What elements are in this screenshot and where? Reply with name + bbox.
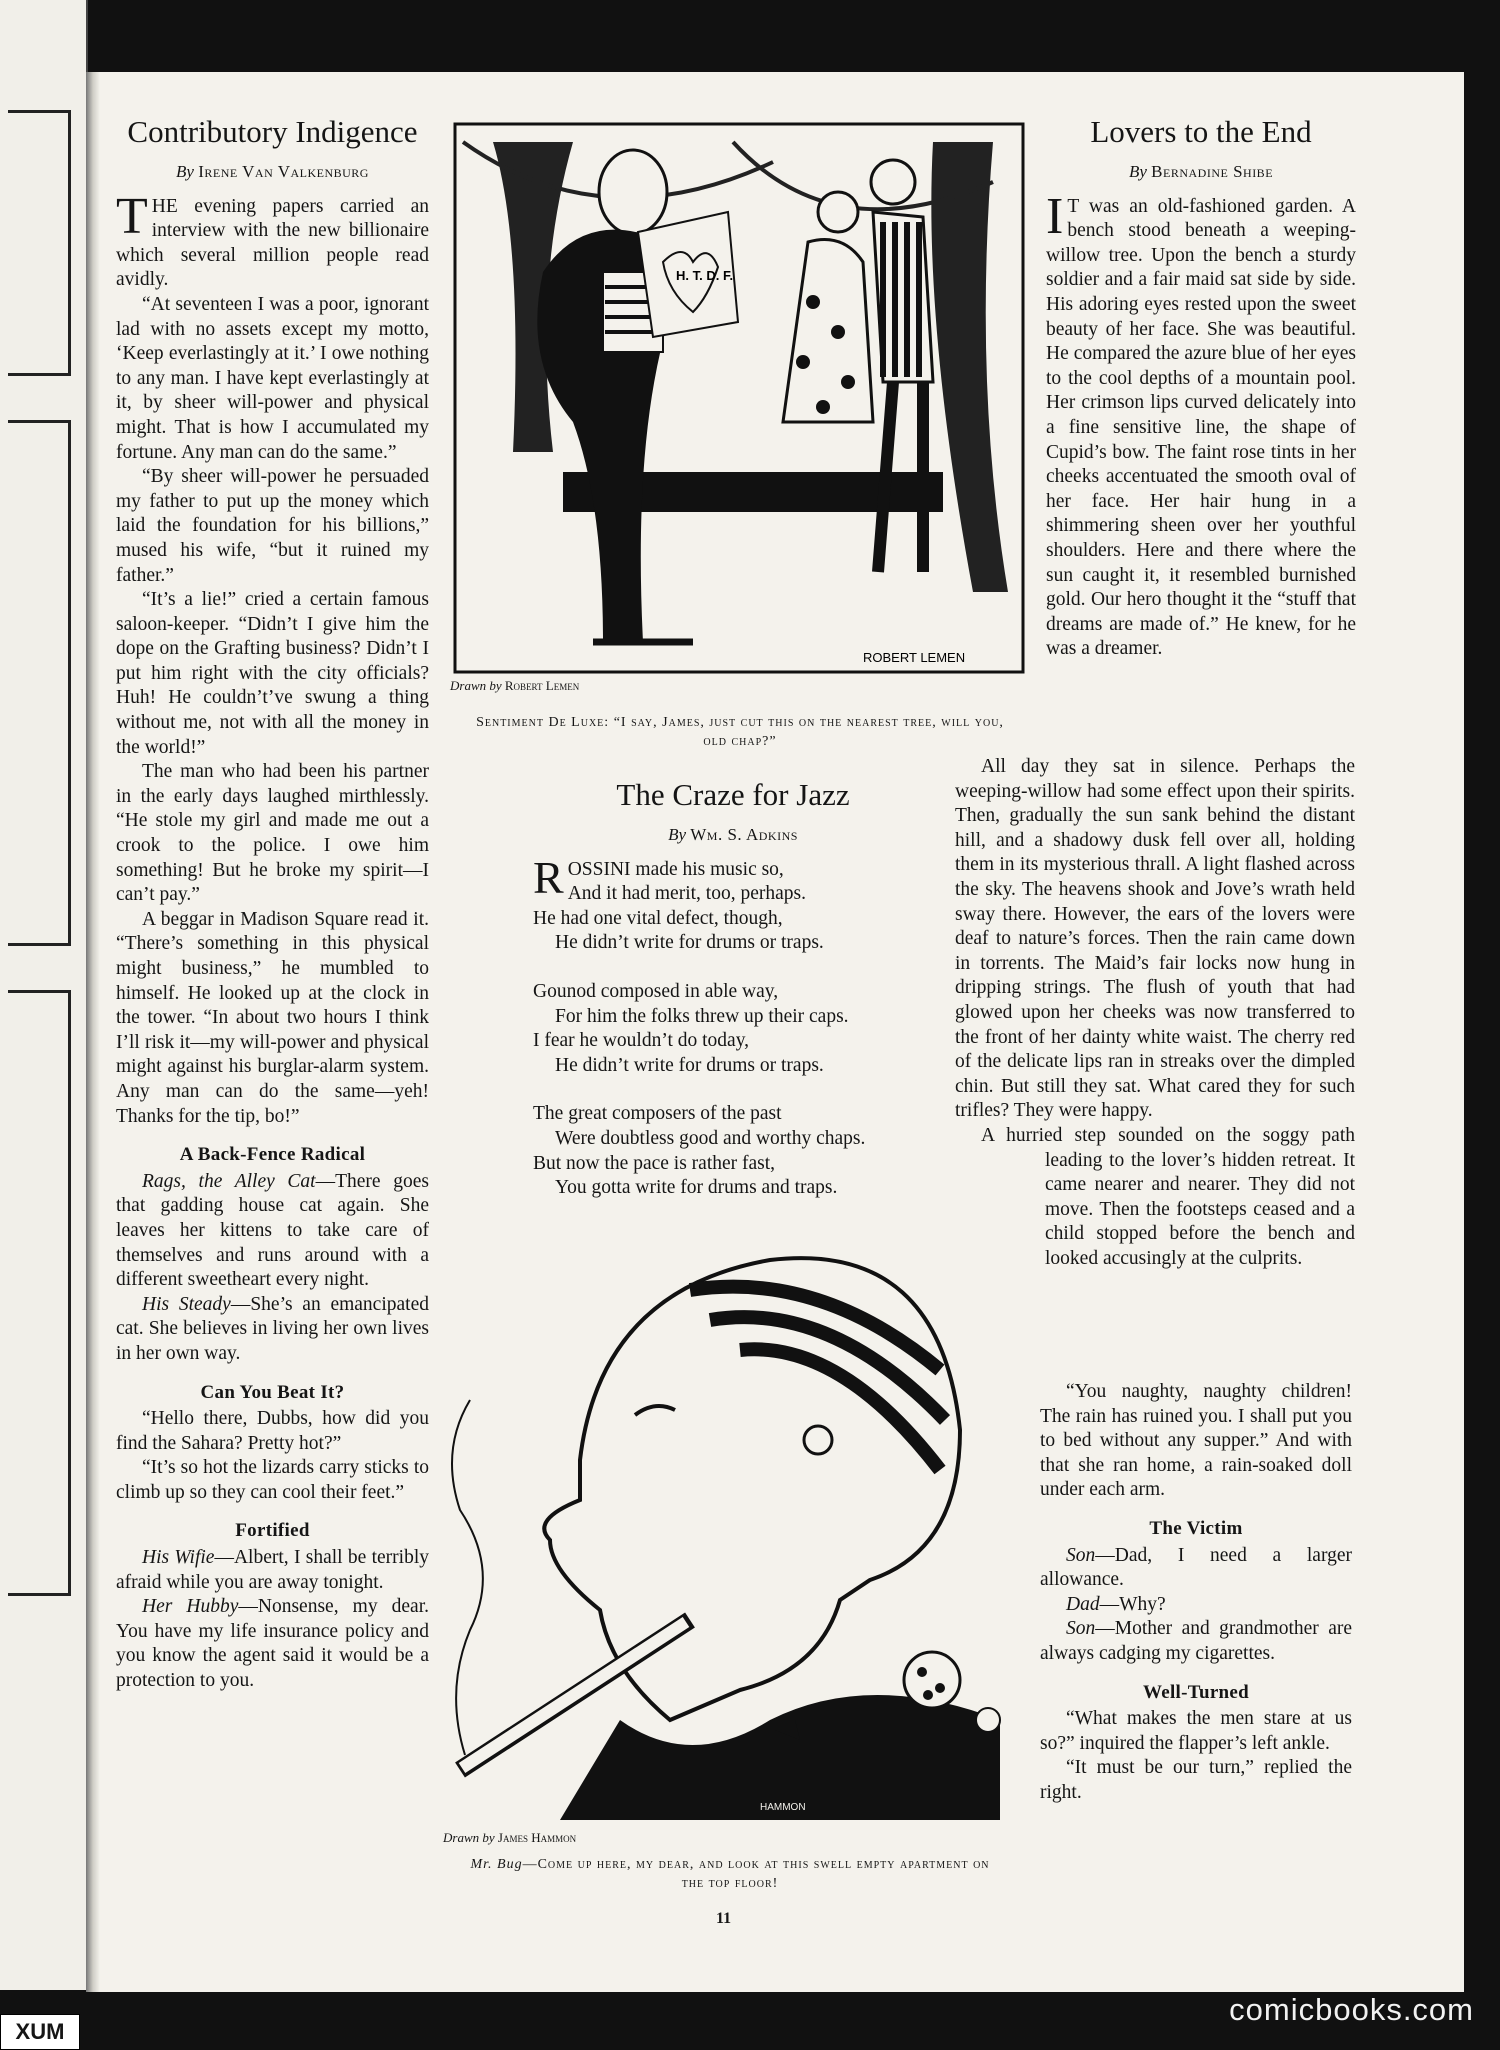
butler-head xyxy=(599,150,667,234)
dialogue-line: His Wifie—Albert, I shall be terribly afraid while you are away tonight. xyxy=(116,1547,429,1593)
adjacent-panel-frame xyxy=(8,420,71,946)
article-byline: By Irene Van Valkenburg xyxy=(176,162,369,181)
article-title: Contributory Indigence xyxy=(127,114,418,149)
suitor-head xyxy=(871,160,915,204)
right-column-wide xyxy=(955,755,1355,1271)
poem-title: The Craze for Jazz xyxy=(616,777,850,812)
poem-byline: By Wm. S. Adkins xyxy=(668,825,798,844)
article-paragraph: I T was an old-fashioned garden. A bench stood beneath a weeping-willow tree. Upon the bench a sturdy soldier and a fair maid sat side by side. His adoring eyes rested upon the sweet beauty of her face. She was beautiful. He compared the azure blue of her eyes to the cool depths of a mountain pool. Her crimson lips curved delicately into a fine sensitive line, the shape of Cupid’s bow. The faint rose tints in her cheeks accentuated the smooth oval of her face. Her hair hung in a shimmering sheen over her youthful shoulders. Here and there where the sun caught it, it resembled burnished gold. Our hero thought it the “stuff that dreams are made of.” He knew, for he was a dreamer. xyxy=(1046,187,1356,660)
article-paragraph: A hurried step sounded on the soggy path leading to the lover’s hidden retreat. It came nearer and nearer. They did not move. Then the footsteps ceased and a child stopped before the bench and looked accusingly at the culprits. xyxy=(981,1124,1355,1269)
article-paragraph: THE evening papers carried an interview with the new billionaire which several million people read avidly. xyxy=(116,187,429,291)
article-paragraph: “You naughty, naughty children! The rain has ruined you. I shall put you to bed without any supper.” And with that she ran home, a rain-soaked doll under each arm. xyxy=(1040,1381,1352,1501)
man-head xyxy=(544,1258,960,1720)
article-paragraph: “At seventeen I was a poor, ignorant lad with no assets except my motto, ‘Keep everlastingly at it.’ I owe nothing to any man. I have kept everlastingly at it, by sheer will-power and physical might. That is how I accumulated my fortune. Any man can do the same.” xyxy=(116,293,429,463)
left-column xyxy=(116,112,429,1694)
illustration-credit: Drawn by Robert Lemen xyxy=(450,678,580,693)
smoker-caricature-illustration xyxy=(440,1250,1020,1820)
joke-paragraph: “It must be our turn,” replied the right. xyxy=(1040,1757,1352,1803)
section-heading: Can You Beat It? xyxy=(200,1381,345,1403)
article-paragraph: All day they sat in silence. Perhaps the weeping-willow had some effect upon their spirits. Then, gradually the sun sank behind the distant hill, and a shadowy dusk fell over all, holding them in its mysterious thrall. A light flashed across the sky. The heavens shook and Jove’s wrath held sway there. However, the ears of the lovers were deaf to nature’s forces. Then the rain came down in torrents. The Maid’s fair locks now hung in dripping strings. The flush of youth that had glowed upon her cheeks was now transferred to the front of her dainty white waist. The cherry red of the delicate lips ran in streaks over the dimpled chin. But still they sat. What cared they for such trifles? They were happy. xyxy=(955,756,1355,1122)
corner-tag: XUM xyxy=(0,2014,80,2050)
lady-bug xyxy=(904,1652,960,1708)
article-title: Lovers to the End xyxy=(1090,114,1312,149)
article-paragraph: “By sheer will-power he persuaded my father to put up the money which laid the foundation for his billions,” mused his wife, “but it ruined my father.” xyxy=(116,466,429,586)
cartoon-caption: Mr. Bug—Come up here, my dear, and look at this swell empty apartment on the top floor! xyxy=(470,1857,990,1891)
section-heading: Well-Turned xyxy=(1142,1681,1250,1703)
dialogue-line: Son—Dad, I need a larger allowance. xyxy=(1040,1544,1352,1591)
jazz-poem-block xyxy=(533,775,933,1201)
watermark-logo: comicbooks.com xyxy=(1229,1992,1474,2027)
cartoon-caption: Sentiment De Luxe: “I say, James, just cut this on the nearest tree, will you, old chap?” xyxy=(476,715,1004,749)
dialogue-line: His Steady—She’s an emancipated cat. She believes in living her own lives in her own way. xyxy=(116,1293,429,1364)
dialogue-line: Son—Mother and grandmother are always cadging my cigarettes. xyxy=(1040,1618,1352,1664)
artist-signature: HAMMON xyxy=(760,1802,806,1813)
garden-cartoon-illustration xyxy=(453,122,1025,674)
adjacent-panel-frame xyxy=(8,110,71,376)
adjacent-panel-frame xyxy=(8,990,71,1596)
page-spine-shadow xyxy=(86,72,100,1992)
right-column-lower xyxy=(1040,1380,1352,1806)
dialogue-line: Dad—Why? xyxy=(1066,1593,1166,1615)
article-paragraph: “It’s a lie!” cried a certain famous saloon-keeper. “Didn’t I give him the dope on the Grafting business? Didn’t I put him right with the city officials? Huh! He couldn’t’ve swung a thing without me, not with all the money in the world!” xyxy=(116,589,429,758)
poem-stanza: ROSSINI made his music so, And it had merit, too, perhaps. He had one vital defect, though, He didn’t write for drums or traps. Gounod composed in able way, For him the folks threw up their caps. I fear he wouldn’t do today, He didn’t write for drums or traps. The great composers of the past Were doubtless good and worthy chaps. But now the pace is rather fast, You gotta write for drums and traps. xyxy=(533,851,866,1199)
artist-signature: ROBERT LEMEN xyxy=(863,650,966,665)
flapper-head xyxy=(818,192,858,232)
adjacent-page-strip xyxy=(0,0,88,1990)
dialogue-line: Her Hubby—Nonsense, my dear. You have my life insurance policy and you know the agent said it would be a protection to you. xyxy=(116,1596,429,1692)
smoke-curl xyxy=(452,1400,483,1755)
dialogue-line: Rags, the Alley Cat—There goes that gadding house cat again. She leaves her kittens to take care of themselves and runs around with a different sweetheart every night. xyxy=(116,1170,429,1291)
baby-bug xyxy=(976,1708,1000,1732)
article-paragraph: The man who had been his partner in the early days laughed mirthlessly. “He stole my girl and made me out a crook to the police. I owe him something! But he broke my spirit—I can’t pay.” xyxy=(116,761,429,906)
article-paragraph: A beggar in Madison Square read it. “There’s something in this physical might business,” he mumbled to himself. He looked up at the clock in the tower. “In about two hours I think I’ll risk it—my will-power and physical might against his burglar-alarm system. Any man can do the same—yeh! Thanks for the tip, bo!” xyxy=(116,908,429,1127)
page-number: 11 xyxy=(716,1910,732,1927)
section-heading: A Back-Fence Radical xyxy=(179,1144,366,1166)
illustration-credit: Drawn by James Hammon xyxy=(443,1830,577,1845)
right-column xyxy=(1046,112,1356,662)
joke-paragraph: “It’s so hot the lizards carry sticks to climb up so they can cool their feet.” xyxy=(116,1457,429,1503)
joke-paragraph: “Hello there, Dubbs, how did you find the Sahara? Pretty hot?” xyxy=(116,1408,429,1454)
section-heading: Fortified xyxy=(235,1520,310,1542)
section-heading: The Victim xyxy=(1149,1517,1243,1539)
article-byline: By Bernadine Shibe xyxy=(1128,162,1274,181)
heart-initials: H. T. D. F. xyxy=(676,268,734,283)
bug-on-ear xyxy=(804,1426,832,1454)
joke-paragraph: “What makes the men stare at us so?” inquired the flapper’s left ankle. xyxy=(1040,1708,1352,1754)
